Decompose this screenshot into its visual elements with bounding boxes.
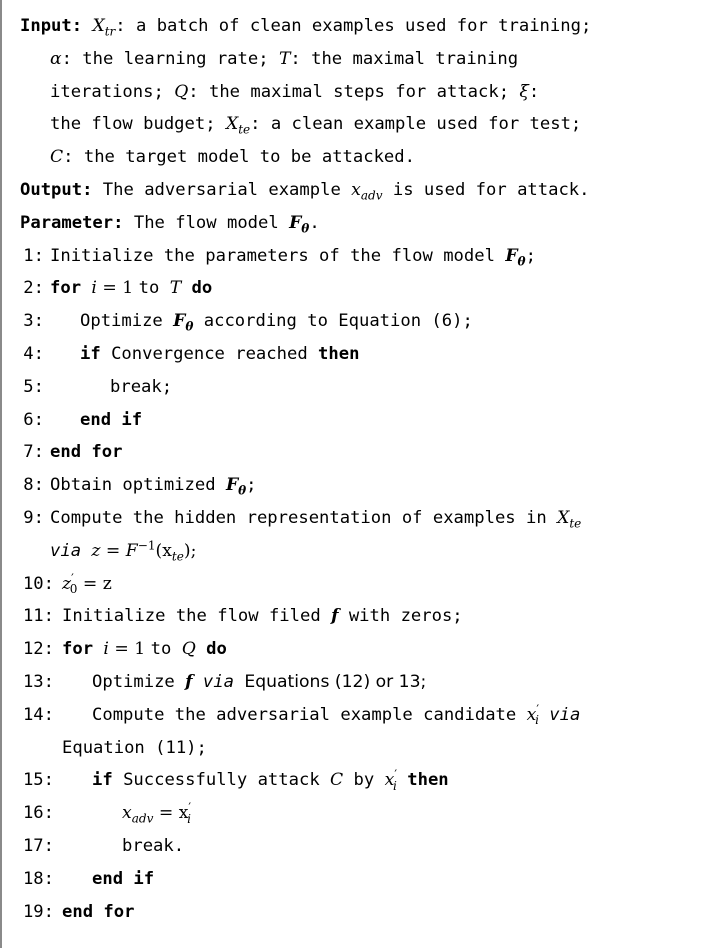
step-text: Initialize the parameters of the flow model [50,245,495,266]
math-C: C [330,770,344,791]
input-text: : the learning rate; [61,48,269,69]
math-x-i: $x'_i$ [526,702,540,728]
math-F-theta: $F_\theta$ [173,311,194,334]
step-19 [20,896,704,929]
parameter-text: The flow model [133,212,279,233]
math-T: T [278,48,291,69]
line-number: 3: [23,311,44,332]
keyword-end-if: end if [80,409,143,430]
math-i: i = 1 [91,278,139,299]
keyword-if: if [80,343,101,364]
step-text: Optimize [80,311,163,332]
input-text: : the maximal steps for attack; [188,81,510,102]
line-number: 16: [22,803,54,824]
line-number: 6: [23,409,44,430]
parameter-label: Parameter: [20,212,124,233]
step-15 [20,764,704,797]
line-number: 19: [22,901,54,922]
keyword-then: then [318,343,360,364]
math-x-te: $X_{te}$ [225,114,251,137]
keyword-then: then [407,770,449,791]
step-text: with zeros; [348,606,463,627]
keyword-for: for [50,278,82,299]
input-text: : a clean example used for test; [250,114,582,135]
input-line-1 [20,10,704,43]
keyword-for: for [62,639,94,660]
math-Q: Q [181,639,196,660]
keyword-do: do [191,278,213,299]
step-text: by [353,770,375,791]
algorithm-block [20,10,704,928]
step-6 [20,404,704,437]
step-3 [20,305,704,338]
line-number: 4: [23,343,44,364]
math-f: f [185,671,193,692]
line-number: 18: [22,868,54,889]
input-line-4 [20,108,704,141]
step-14 [20,699,704,732]
output-text: The adversarial example [102,179,341,200]
step-text: via [50,540,82,561]
step-text: ; [525,245,536,266]
step-text: to [150,639,172,660]
step-text: break; [110,376,173,397]
line-number: 14: [22,704,54,725]
step-9-continued [20,535,704,568]
line-number: 7: [23,442,44,463]
input-line-5 [20,141,704,174]
math-x-tr: $X_{tr}$ [92,16,116,39]
line-number: 2: [23,278,44,299]
output-text: is used for attack. [392,179,590,200]
step-text: Obtain optimized [50,475,216,496]
math-Q: Q [174,81,189,102]
math-f: f [331,606,339,627]
step-8 [20,469,704,502]
step-text: Optimize [92,671,175,692]
step-text: ; [246,475,257,496]
output-line [20,174,704,207]
line-number: 1: [23,245,44,266]
keyword-end-for: end for [62,901,135,922]
step-14-continued [20,732,704,765]
step-17 [20,830,704,863]
step-11 [20,600,704,633]
step-1 [20,240,704,273]
math-x-adv-assign: $x_{adv} = x'_i$ [122,800,192,826]
input-label: Input: [20,16,83,36]
step-text: Successfully attack [123,770,320,791]
step-text: break. [122,835,185,856]
input-text: : a batch of clean examples used for training; [115,16,592,36]
step-16 [20,797,704,830]
keyword-do: do [206,639,227,660]
math-x-adv: $x_{adv}$ [351,179,383,203]
line-number: 15: [22,770,54,791]
math-xi: ξ [519,81,529,102]
input-line-2 [20,43,704,76]
step-7 [20,436,704,469]
step-10 [20,568,704,601]
step-text: Compute the adversarial example candidate [92,704,517,725]
step-text: Initialize the flow filed [62,606,321,627]
step-text: to [138,278,160,299]
input-text: iterations; [50,81,164,102]
math-z0: $z'_0 = z$ [62,570,112,596]
input-text: : [528,81,540,102]
math-C: C [50,147,64,168]
step-12 [20,633,704,666]
math-F-theta: $F_\theta$ [225,475,247,498]
line-number: 11: [22,606,54,627]
math-F-theta: $F_\theta$ [289,212,310,236]
line-number: 10: [22,573,54,594]
step-text: Compute the hidden representation of examples in [50,507,547,528]
line-number: 12: [22,639,54,660]
line-number: 17: [22,835,54,856]
input-line-3 [20,76,704,109]
step-5 [20,371,704,404]
input-text: : the target model to be attacked. [63,147,415,168]
step-18 [20,863,704,896]
output-label: Output: [20,179,93,200]
math-T: T [169,278,182,299]
step-text: via [549,704,581,725]
line-number: 5: [23,376,44,397]
math-F-theta: $F_\theta$ [505,245,526,269]
step-text: via [202,671,234,692]
step-9 [20,502,704,535]
line-number: 8: [23,475,44,496]
step-text: Equation (11); [62,737,207,758]
line-number: 9: [23,507,44,528]
math-i: i = 1 [103,639,151,660]
input-text: : the maximal training [290,48,519,69]
line-number: 13: [22,671,54,692]
step-4 [20,338,704,371]
math-alpha: α [50,48,62,69]
step-2 [20,272,704,305]
step-text: Convergence reached [111,343,308,364]
parameter-line [20,207,704,240]
keyword-end-if: end if [92,868,155,889]
step-text: according to Equation (6); [203,311,473,332]
math-inverse-flow: $z = F^{-1}(x_{te})$; [91,538,197,564]
keyword-end-for: end for [50,442,123,463]
step-13 [20,666,704,699]
math-x-i: $x'_i$ [384,767,398,793]
parameter-text: . [309,212,320,233]
keyword-if: if [92,770,113,791]
math-x-te: $X_{te}$ [557,507,582,531]
step-text: Equations (12) or 13; [244,671,427,692]
input-text: the flow budget; [50,114,216,135]
